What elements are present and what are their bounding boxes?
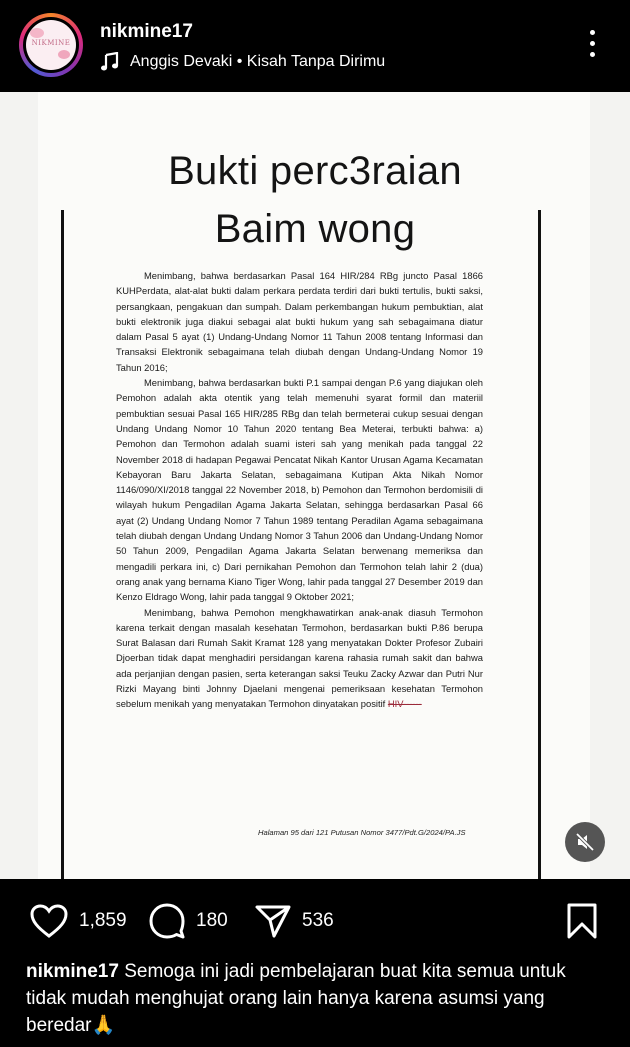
comment-action[interactable] (148, 901, 228, 941)
avatar-logo-text: NIKMINE (31, 39, 71, 47)
music-track: Anggis Devaki • Kisah Tanpa Dirimu (130, 53, 386, 70)
bookmark-icon[interactable] (566, 903, 598, 939)
caption-text: Semoga ini jadi pembelajaran buat kita semua untuk tidak mudah menghujat orang lain hanya karena asumsi yang beredar🙏 (26, 961, 566, 1036)
share-icon[interactable] (254, 903, 292, 939)
caption-username[interactable]: nikmine17 (26, 961, 119, 982)
document-footer: Halaman 95 dari 121 Putusan Nomor 3477/Pdt.G/2024/PA.JS (258, 828, 466, 837)
like-action[interactable] (29, 901, 127, 941)
document-title-line1: Bukti perc3raian (168, 149, 462, 193)
margin-line-left (61, 210, 64, 879)
avatar[interactable] (19, 13, 83, 77)
comment-count: 180 (196, 910, 228, 931)
document-body (116, 268, 483, 712)
share-count: 536 (302, 910, 334, 931)
more-icon[interactable] (584, 30, 600, 64)
document-title (0, 142, 630, 258)
mute-icon (575, 832, 595, 852)
share-action[interactable] (254, 901, 334, 941)
document-paragraph: Menimbang, bahwa berdasarkan Pasal 164 HIR/284 RBg juncto Pasal 1866 KUHPerdata, alat-alat bukti dalam perkara perdata terdiri dari bukti tertulis, bukti saksi, persangkaan, pengakuan dan sumpah. Dalam perkembangan hukum pembuktian, alat bukti elektronik juga diakui sebagai alat bukti hukum yang sah sebagaimana diatur dalam Pasal 5 ayat (1) Undang-Undang Nomor 11 Tahun 2008 tentang Informasi dan Transaksi Elektronik sebagaimana telah diubah dengan Undang-Undang Nomor 19 Tahun 2016; (116, 270, 483, 373)
heart-icon[interactable] (29, 903, 69, 939)
post-media[interactable] (0, 92, 630, 879)
post-caption (26, 958, 611, 1039)
document-paragraph: Menimbang, bahwa Pemohon mengkhawatirkan anak-anak diasuh Termohon karena terkait dengan masalah kesehatan Termohon, berdasarkan bukti P.86 berupa Surat Balasan dari Rumah Sakit Kramat 128 yang menyatakan Dokter Profesor Zubairi Djoerban tidak dapat menghadiri persidangan karena rahasia rumah sakit dan bahwa ada perjanjian dengan pasien, serta keterangan saksi Teuku Zacky Azwar dan Putri Nur Rizki Mayang binti Johnny Djaelani mengenai pemeriksaan kesehatan Termohon sebelum menikah yang menyatakan Termohon dinyatakan positif HIV------ (116, 606, 483, 710)
post-header (0, 0, 630, 92)
mute-button[interactable] (565, 822, 605, 862)
redacted-word: HIV------ (387, 698, 422, 710)
margin-line-right (538, 210, 541, 879)
comment-icon[interactable] (148, 902, 186, 940)
avatar-image (26, 20, 76, 70)
document-paragraph: Menimbang, bahwa berdasarkan bukti P.1 sampai dengan P.6 yang diajukan oleh Pemohon adalah akta otentik yang telah memenuhi syarat formil dan materiil pembuktian sesuai Pasal 165 HIR/285 RBg dan telah bermeterai cukup sesuai dengan Undang Undang Nomor 10 Tahun 2020 tentang Bea Meterai, terbukti bahwa: a) Pemohon dan Termohon adalah suami isteri sah yang menikah pada tanggal 22 November 2018 di hadapan Pegawai Pencatat Nikah Kantor Urusan Agama Kecamatan Kebayoran Baru Jakarta Selatan, sebagaimana Kutipan Akta Nikah Nomor 1146/090/XI/2018 tanggal 22 November 2018, b) Pemohon dan Termohon berdomisili di wilayah hukum Pengadilan Agama Jakarta Selatan, sehingga berdasarkan Pasal 66 ayat (2) Undang Undang Nomor 7 Tahun 1989 tentang Peradilan Agama sebagaimana telah diubah dengan Undang Undang Nomor 3 Tahun 2006 dan Undang-Undang Nomor 50 Tahun 2009, Pengadilan Agama Jakarta Selatan berwenang memeriksa dan mengadili perkara ini, c) Dari pernikahan Pemohon dan Termohon telah lahir 2 (dua) orang anak yang bernama Kiano Tiger Wong, lahir pada tanggal 27 Desember 2019 dan Kenzo Eldrago Wong, lahir pada tanggal 9 Oktober 2021; (116, 377, 483, 603)
action-bar (0, 879, 630, 961)
like-count: 1,859 (79, 910, 127, 931)
music-icon (100, 52, 120, 72)
music-row[interactable] (100, 52, 385, 72)
username[interactable]: nikmine17 (100, 21, 193, 42)
document-title-line2: Baim wong (214, 207, 416, 251)
